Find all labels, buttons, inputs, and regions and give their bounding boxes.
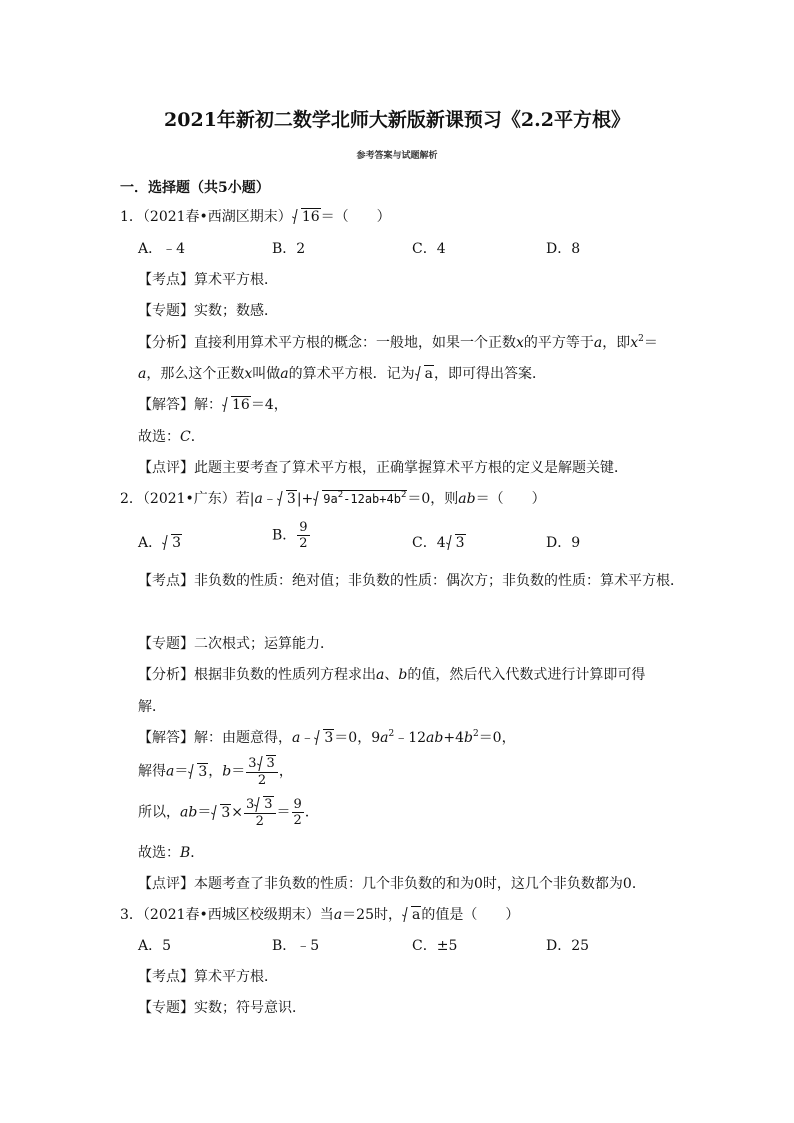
section-heading: 一．选择题（共5小题）	[120, 180, 270, 196]
q2-option-b: B． $\frac{9}{2}$	[272, 520, 308, 551]
q3-zhuanti: 【专题】实数；符号意识．	[138, 1000, 306, 1016]
q1-option-c: C．4	[412, 241, 446, 257]
q3-option-b: B．﹣5	[272, 938, 320, 954]
question-3-stem: 3．（2021春•西城区校级期末）当a＝25时， a的值是（ ）	[120, 907, 520, 923]
sqrt-symbol: a	[415, 365, 434, 382]
q2-suoyi: 所以，ab＝ 3× $\frac{3 3}{2}$ ＝ $\frac{9}{2}$ ．	[138, 797, 319, 829]
sqrt-symbol: 3	[188, 763, 208, 780]
q3-option-c: C．±5	[412, 938, 458, 954]
q2-option-c: C．4 3	[412, 535, 465, 551]
sqrt-symbol: 3	[446, 534, 466, 551]
fraction: $\frac{9}{2}$	[293, 797, 302, 828]
q1-option-a: A．﹣4	[138, 241, 186, 257]
q2-fenxi-line1: 【分析】根据非负数的性质列方程求出a、b的值，然后代入代数式进行计算即可得	[138, 667, 646, 683]
document-subtitle: 参考答案与试题解析	[356, 151, 438, 161]
q2-jiede: 解得a＝ 3，b＝ $\frac{3 3}{2}$ ，	[138, 756, 293, 788]
q1-fenxi-line2: a，那么这个正数x叫做a的算术平方根．记为 a，即可得出答案．	[138, 366, 546, 382]
q2-kaodian: 【考点】非负数的性质：绝对值；非负数的性质：偶次方；非负数的性质：算术平方根．	[138, 573, 684, 589]
fraction: $\frac{3 3}{2}$	[246, 755, 278, 788]
q1-fenxi-line1: 【分析】直接利用算术平方根的概念：一般地，如果一个正数x的平方等于a，即$x^2=$	[138, 334, 658, 351]
document-title: 2021年新初二数学北师大新版新课预习《2.2平方根》	[164, 109, 630, 131]
q2-jieda: 【解答】解：由题意得，a﹣ 3＝0，$9a^2﹣12ab+4b^2=0$，	[138, 729, 516, 746]
fraction: $\frac{9}{2}$	[299, 520, 308, 551]
sqrt-symbol: a	[402, 906, 421, 923]
sqrt-symbol: 3	[257, 755, 276, 772]
sqrt-symbol: 16	[222, 396, 251, 413]
sqrt-symbol: 3	[211, 804, 231, 821]
q2-option-d: D．9	[546, 535, 581, 551]
sqrt-symbol: 3	[162, 534, 182, 551]
sqrt-symbol: 3	[277, 490, 297, 507]
q2-dianping: 【点评】本题考查了非负数的性质：几个非负数的和为0时，这几个非负数都为0．	[138, 876, 646, 892]
sqrt-symbol: 3	[314, 729, 334, 746]
q2-guxuan: 故选：B．	[138, 845, 205, 861]
q3-option-a: A．5	[138, 938, 172, 954]
question-1-stem: 1．（2021春•西湖区期末） 16＝（ ）	[120, 209, 391, 225]
q1-kaodian: 【考点】算术平方根．	[138, 272, 278, 288]
question-2-stem: 2．（2021•广东）若|a﹣ $3|+ 9a^2-12ab+4b^2=0$，则ab＝（ ）	[120, 490, 546, 507]
q1-zhuanti: 【专题】实数；数感．	[138, 303, 278, 319]
q1-option-d: D．8	[546, 241, 581, 257]
q2-option-a: A． 3	[138, 535, 182, 551]
q1-jieda: 【解答】解： 16＝4，	[138, 397, 288, 413]
q1-guxuan: 故选：C．	[138, 429, 205, 445]
q1-option-b: B．2	[272, 241, 306, 257]
fraction: $\frac{3 3}{2}$	[244, 796, 276, 829]
q2-fenxi-line2: 解．	[138, 699, 166, 715]
q3-option-d: D．25	[546, 938, 590, 954]
q1-dianping: 【点评】此题主要考查了算术平方根，正确掌握算术平方根的定义是解题关键．	[138, 460, 628, 476]
sqrt-symbol: 16	[292, 208, 321, 225]
sqrt-symbol: 3	[254, 796, 273, 813]
q3-kaodian: 【考点】算术平方根．	[138, 969, 278, 985]
sqrt-symbol: $9a^2-12ab+4b^2$	[313, 490, 407, 507]
q2-zhuanti: 【专题】二次根式；运算能力．	[138, 636, 334, 652]
